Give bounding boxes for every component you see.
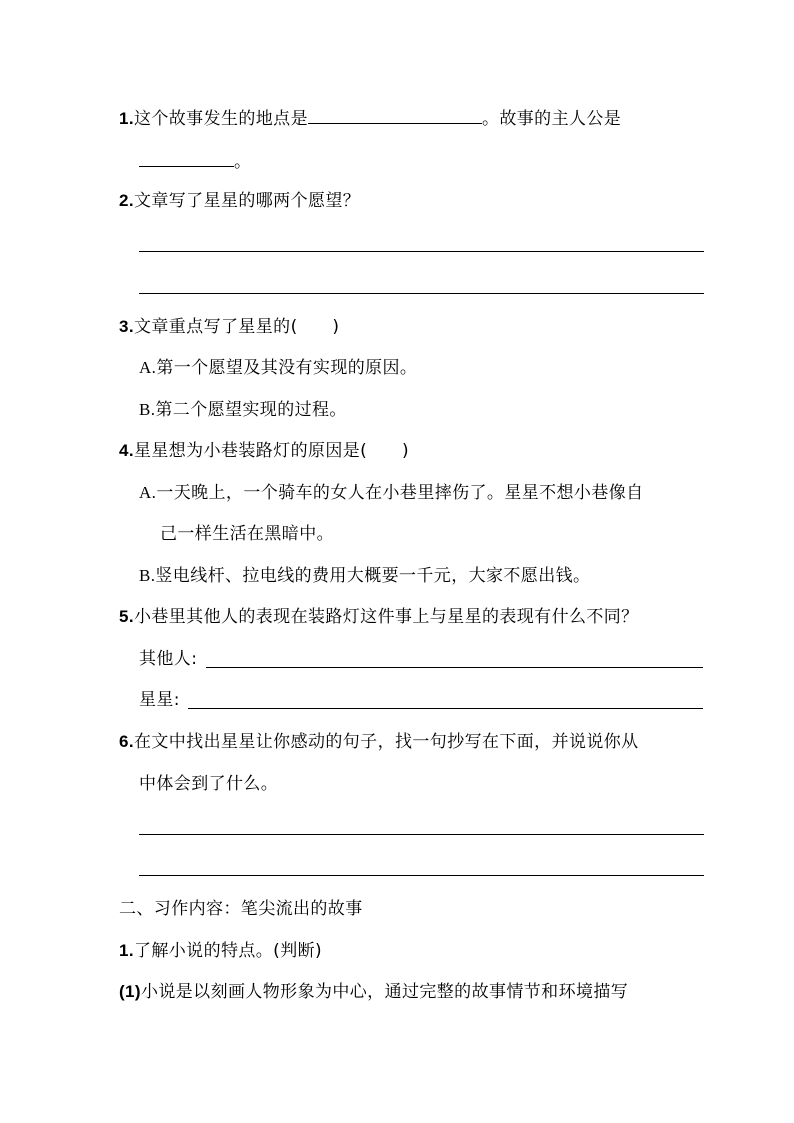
q4-option-a-letter: A.: [139, 483, 157, 502]
q1-protagonist-blank[interactable]: [139, 150, 234, 167]
q6-line1: 在文中找出星星让你感动的句子，找一句抄写在下面，并说说你从: [133, 732, 639, 752]
q5-number: 5.: [119, 607, 134, 626]
q6-answer-line-2[interactable]: [139, 875, 704, 876]
section2-item1-number: 1.: [119, 941, 134, 960]
q4-option-b-letter: B.: [139, 566, 156, 585]
q4-option-b[interactable]: [139, 565, 590, 587]
q1-text-b: 。故事的主人公是: [481, 109, 622, 129]
q1-number: 1.: [119, 109, 134, 128]
q5-star-answer-line[interactable]: [188, 708, 703, 709]
q5-label-star: 星星:: [139, 690, 180, 710]
q6-line2: 中体会到了什么。: [139, 774, 279, 794]
q3-option-b[interactable]: [139, 399, 347, 421]
q4-question: [119, 440, 409, 462]
q2-number: 2.: [119, 191, 134, 210]
q4-option-a-line1: 一天晚上，一个骑车的女人在小巷里摔伤了。星星不想小巷像自: [156, 483, 644, 503]
section2-title: 二、习作内容：笔尖流出的故事: [119, 899, 363, 919]
q5-others-answer-line[interactable]: [206, 667, 703, 668]
section2-item1-text: 了解小说的特点。(判断): [133, 941, 323, 961]
q3-option-a-text: 第一个愿望及其没有实现的原因。: [156, 358, 418, 378]
q4-option-a-line2: 己一样生活在黑暗中。: [160, 524, 334, 544]
q5-label-others: 其他人:: [139, 649, 198, 669]
q4-number: 4.: [119, 441, 134, 460]
q3-question: [119, 316, 339, 338]
q1-location-blank[interactable]: [308, 107, 482, 124]
section2-sub1-text: 小说是以刻画人物形象为中心，通过完整的故事情节和环境描写: [140, 982, 629, 1002]
q6-answer-line-1[interactable]: [139, 834, 704, 835]
q1-text-c: 。: [234, 152, 252, 172]
q1-line2: [139, 150, 251, 173]
q1-line1: [119, 107, 621, 130]
q2-question: [119, 190, 360, 212]
q5-question: [119, 606, 639, 628]
q5-text: 小巷里其他人的表现在装路灯这件事上与星星的表现有什么不同？: [133, 607, 639, 627]
q3-option-b-letter: B.: [139, 400, 156, 419]
section2-item1: [119, 940, 322, 962]
q3-option-a-letter: A.: [139, 358, 157, 377]
q3-text: 文章重点写了星星的( ): [133, 317, 340, 337]
q3-number: 3.: [119, 317, 134, 336]
q2-answer-line-2[interactable]: [139, 293, 704, 294]
q1-text-a: 这个故事发生的地点是: [133, 109, 308, 129]
q2-answer-line-1[interactable]: [139, 251, 704, 252]
q6-question: [119, 731, 639, 753]
q4-option-b-text: 竖电线杆、拉电线的费用大概要一千元，大家不愿出钱。: [155, 566, 591, 586]
q3-option-b-text: 第二个愿望实现的过程。: [155, 400, 347, 420]
q4-text: 星星想为小巷装路灯的原因是( ): [133, 441, 410, 461]
section2-sub1-number: (1): [119, 982, 141, 1001]
q4-option-a[interactable]: [139, 482, 644, 504]
section2-sub1: [119, 981, 628, 1003]
q6-number: 6.: [119, 732, 134, 751]
q2-text: 文章写了星星的哪两个愿望？: [133, 191, 361, 211]
q3-option-a[interactable]: [139, 357, 417, 379]
